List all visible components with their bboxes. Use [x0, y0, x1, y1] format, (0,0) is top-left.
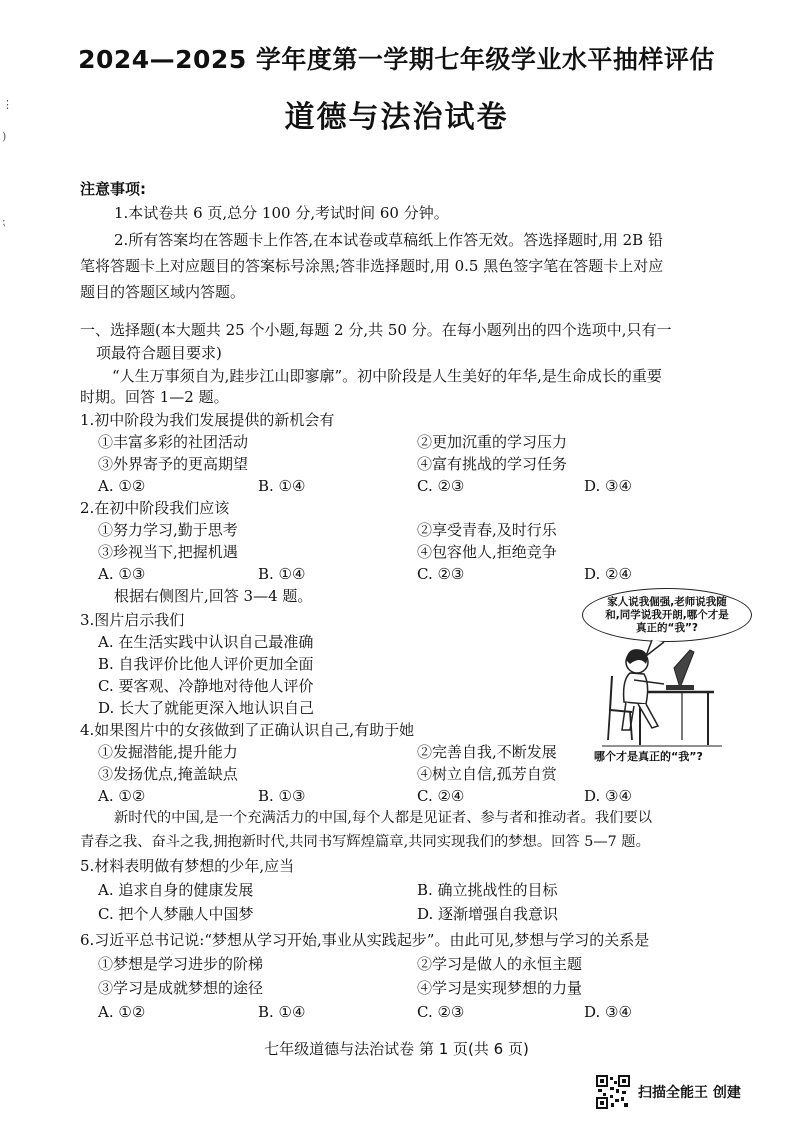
statement: ③外界寄予的更高期望 [98, 455, 249, 473]
qr-code-icon [596, 1075, 630, 1109]
statement: ③珍视当下,把握机遇 [98, 543, 238, 561]
passage-text: 新时代的中国,是一个充满活力的中国,每个人都是见证者、参与者和推动者。我们要以 [114, 810, 653, 826]
figure-caption: 哪个才是真正的“我”? [594, 750, 703, 763]
passage-text: 根据右侧图片,回答 3—4 题。 [114, 587, 313, 605]
answer-option: D. 长大了就能更深入地认识自己 [98, 699, 315, 717]
question-stem: 6.习近平总书记说:“梦想从学习开始,事业从实践起步”。由此可见,梦想与学习的关系是 [80, 931, 650, 949]
answer-option: C. 要客观、冷静地对待他人评价 [98, 677, 314, 695]
answer-option: C. 把个人梦融人中国梦 [98, 905, 254, 923]
answer-option: A. 在生活实践中认识自己最准确 [98, 633, 314, 651]
answer-option: A. ①② [98, 477, 146, 495]
passage-text: 时期。回答 1—2 题。 [80, 388, 229, 406]
answer-option: B. ①③ [258, 787, 306, 805]
answer-option: A. 追求自身的健康发展 [98, 881, 254, 899]
statement: ②更加沉重的学习压力 [417, 433, 568, 451]
passage-text: “人生万事须自为,跬步江山即寥廓”。初中阶段是人生美好的年华,是生命成长的重要 [112, 367, 662, 385]
question-stem: 1.初中阶段为我们发展提供的新机会有 [80, 411, 335, 429]
question-stem: 2.在初中阶段我们应该 [80, 499, 230, 517]
statement: ①梦想是学习进步的阶梯 [98, 955, 264, 973]
passage-text: 青春之我、奋斗之我,拥抱新时代,共同书写辉煌篇章,共同实现我们的梦想。回答 5—7 题。 [80, 834, 650, 850]
page-footer: 七年级道德与法治试卷 第 1 页(共 6 页) [264, 1040, 529, 1058]
margin-mark: ) [2, 130, 7, 143]
answer-option: C. ②④ [417, 787, 465, 805]
statement: ①发掘潜能,提升能力 [98, 743, 238, 761]
notice-line: 2.所有答案均在答题卡上作答,在本试卷或草稿纸上作答无效。答选择题时,用 2B 铅 [114, 231, 663, 249]
answer-option: B. 确立挑战性的目标 [417, 881, 558, 899]
answer-option: C. ②③ [417, 565, 465, 583]
margin-mark: ⋮ [2, 98, 13, 111]
answer-option: B. ①④ [258, 565, 306, 583]
answer-option: D. ③④ [584, 1003, 632, 1021]
illustration-figure [582, 580, 752, 770]
scanner-watermark [596, 1074, 786, 1110]
margin-mark: ⁏ [2, 215, 6, 228]
statement: ①努力学习,勤于思考 [98, 521, 238, 539]
statement: ④树立自信,孤芳自赏 [417, 765, 557, 783]
statement: ④富有挑战的学习任务 [417, 455, 568, 473]
question-stem: 4.如果图片中的女孩做到了正确认识自己,有助于她 [80, 721, 415, 739]
scanner-label: 扫描全能王 创建 [638, 1085, 741, 1101]
statement: ②学习是做人的永恒主题 [417, 955, 583, 973]
girl-at-desk-illustration [582, 580, 752, 770]
exam-subject-title: 道德与法治试卷 [284, 100, 509, 135]
statement: ③发扬优点,掩盖缺点 [98, 765, 238, 783]
statement: ④学习是实现梦想的力量 [417, 979, 583, 997]
section-heading: 一、选择题(本大题共 25 个小题,每题 2 分,共 50 分。在每小题列出的四个选项中,只有一 [80, 321, 672, 339]
section-heading: 项最符合题目要求) [96, 344, 222, 362]
answer-option: D. 逐渐增强自我意识 [417, 905, 559, 923]
answer-option: B. ①④ [258, 477, 306, 495]
notice-line: 题目的答题区域内答题。 [80, 283, 246, 301]
question-stem: 5.材料表明做有梦想的少年,应当 [80, 857, 295, 875]
notice-heading: 注意事项: [80, 180, 146, 198]
exam-title: 2024—2025 学年度第一学期七年级学业水平抽样评估 [78, 45, 715, 74]
answer-option: C. ②③ [417, 1003, 465, 1021]
answer-option: A. ①③ [98, 565, 146, 583]
question-stem: 3.图片启示我们 [80, 611, 185, 629]
statement: ④包容他人,拒绝竞争 [417, 543, 557, 561]
answer-option: D. ②④ [584, 565, 632, 583]
notice-line: 1.本试卷共 6 页,总分 100 分,考试时间 60 分钟。 [114, 204, 449, 222]
statement: ①丰富多彩的社团活动 [98, 433, 249, 451]
statement: ②享受青春,及时行乐 [417, 521, 557, 539]
answer-option: B. ①④ [258, 1003, 306, 1021]
speech-bubble: 家人说我倔强,老师说我随和,同学说我开朗,哪个才是真正的“我”? [582, 588, 752, 642]
answer-option: B. 自我评价比他人评价更加全面 [98, 655, 314, 673]
answer-option: A. ①② [98, 1003, 146, 1021]
statement: ②完善自我,不断发展 [417, 743, 557, 761]
notice-line: 笔将答题卡上对应题目的答案标号涂黑;答非选择题时,用 0.5 黑色签字笔在答题卡上对应 [80, 257, 664, 275]
answer-option: D. ③④ [584, 787, 632, 805]
statement: ③学习是成就梦想的途径 [98, 979, 264, 997]
answer-option: C. ②③ [417, 477, 465, 495]
answer-option: A. ①② [98, 787, 146, 805]
answer-option: D. ③④ [584, 477, 632, 495]
